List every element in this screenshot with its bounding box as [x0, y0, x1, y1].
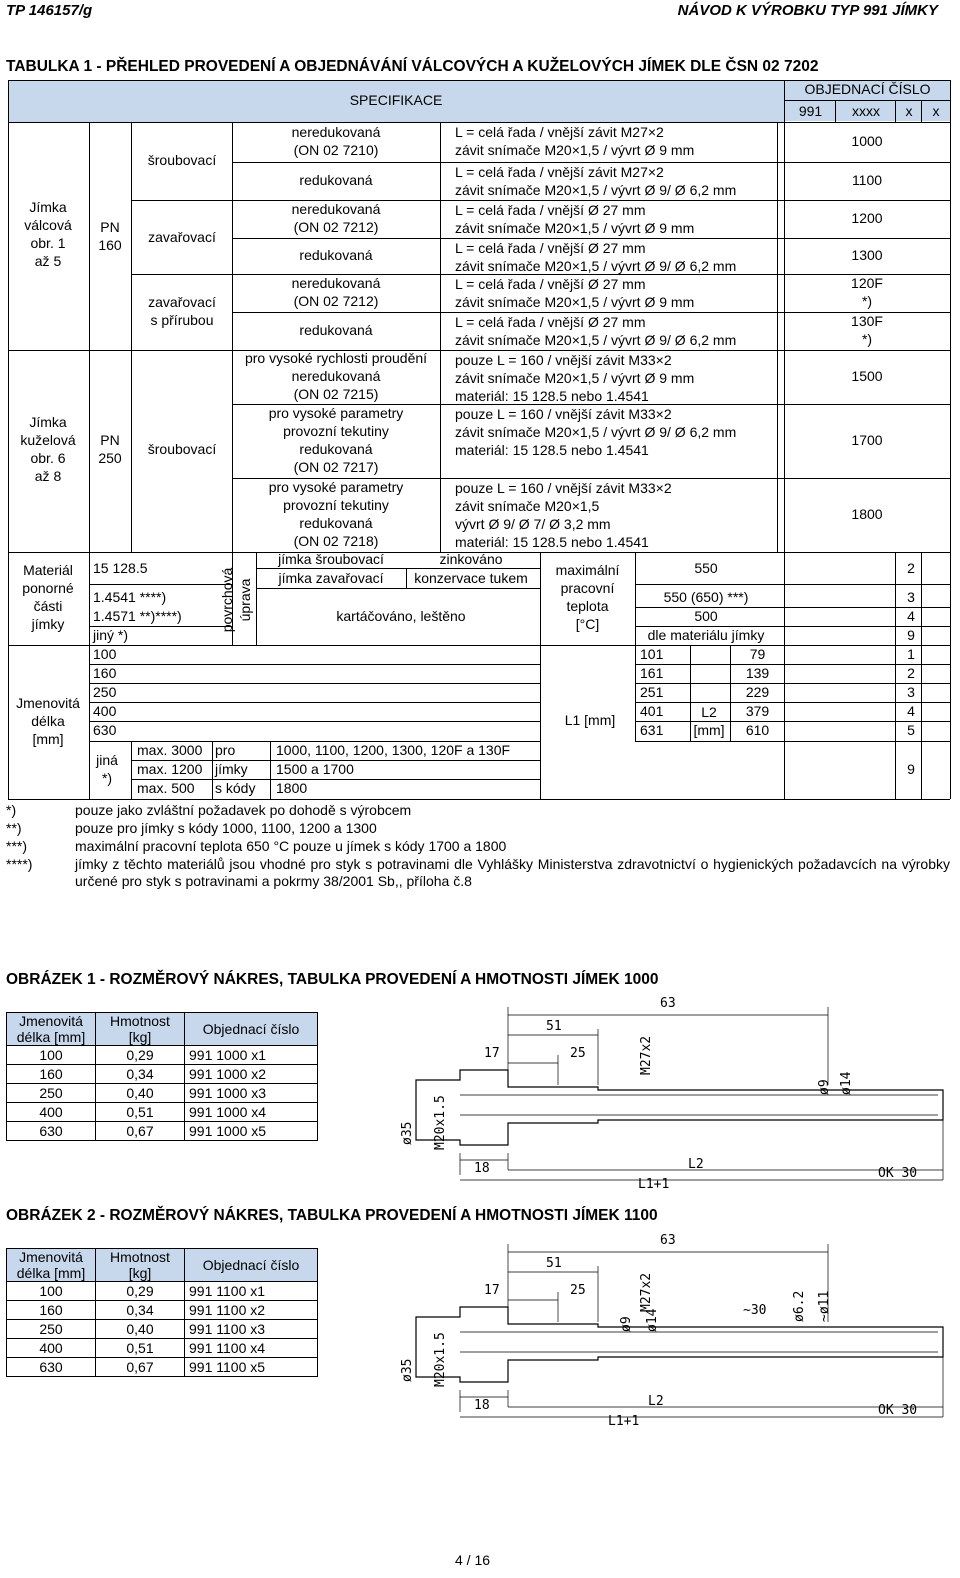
spec-detail: vývrt Ø 9/ Ø 7/ Ø 3,2 mm — [455, 516, 611, 532]
fig2-cell: 991 1100 x1 — [185, 1282, 318, 1301]
fig2-col-length: Jmenovitá délka [mm] — [7, 1249, 96, 1282]
dim-label: 63 — [660, 1233, 676, 1248]
dim-label: 17 — [484, 1046, 500, 1061]
dim-lines-bottom — [460, 1357, 943, 1417]
note-text: pouze pro jímky s kódy 1000, 1100, 1200 a 1300 — [75, 820, 377, 836]
temp-value: dle materiálu jímky — [647, 627, 765, 643]
spec-variant: redukovaná — [299, 322, 373, 338]
fig1-row — [7, 1103, 318, 1122]
spec-variant: provozní tekutiny — [283, 497, 389, 513]
fig1-cell: 991 1000 x4 — [185, 1103, 318, 1122]
page-number: 4 / 16 — [455, 1552, 491, 1568]
spec-detail: materiál: 15 128.5 nebo 1.4541 — [455, 388, 649, 404]
dim-label: M20x1.5 — [433, 1095, 448, 1150]
order-code: 1800 — [851, 506, 883, 522]
spec-detail: L = celá řada / vnější závit M27×2 — [455, 124, 664, 140]
spec-variant: provozní tekutiny — [283, 423, 389, 439]
spec-detail: L = celá řada / vnější Ø 27 mm — [455, 202, 646, 218]
fig2-cell: 0,29 — [96, 1282, 185, 1301]
rule-h — [440, 478, 950, 479]
spec-variant: redukovaná — [299, 515, 373, 531]
other-max: max. 500 — [137, 780, 195, 796]
rule-h — [635, 741, 950, 742]
well-bore — [460, 1332, 938, 1352]
length-code: 4 — [907, 703, 915, 719]
rule-v — [540, 741, 541, 799]
fig2-title: OBRÁZEK 2 - ROZMĚROVÝ NÁKRES, TABULKA PROVEDENÍ A HMOTNOSTI JÍMEK 1100 — [6, 1207, 658, 1224]
spec-variant: pro vysoké rychlosti proudění — [244, 350, 428, 366]
other-label: *) — [101, 770, 113, 786]
dim-label: OK 30 — [878, 1166, 918, 1181]
dim-label: ø9 — [619, 1316, 634, 1332]
type-valcova: válcová — [24, 217, 72, 233]
note-mark: **) — [6, 820, 22, 836]
rule-h — [440, 350, 950, 351]
rule-h — [89, 721, 540, 722]
material-code: 3 — [907, 589, 915, 605]
surface-polished: kartáčováno, leštěno — [336, 608, 466, 624]
spec-detail: závit snímače M20×1,5 / vývrt Ø 9 mm — [455, 294, 695, 310]
type-valcova: až 5 — [34, 253, 62, 269]
spec-variant: (ON 02 7210) — [293, 142, 379, 158]
dim-label: ø35 — [400, 1358, 415, 1382]
fig2-cell: 400 — [7, 1339, 96, 1358]
fig1-cell: 991 1000 x5 — [185, 1122, 318, 1141]
fig2-cell: 0,34 — [96, 1301, 185, 1320]
fig2-row — [7, 1358, 318, 1377]
length-code: 1 — [907, 646, 915, 662]
fig1-cell: 100 — [7, 1046, 96, 1065]
spec-variant: redukovaná — [299, 441, 373, 457]
material-item: 1.4541 ****) — [93, 589, 167, 605]
rule-h — [635, 607, 950, 608]
fig1-cell: 400 — [7, 1103, 96, 1122]
spec-variant: (ON 02 7218) — [293, 533, 379, 549]
material-label: části — [33, 598, 63, 614]
fig1-cell: 250 — [7, 1084, 96, 1103]
material-item: 15 128.5 — [93, 560, 148, 576]
fig1-cell: 630 — [7, 1122, 96, 1141]
rule-v — [895, 100, 896, 122]
fig1-cell: 991 1000 x1 — [185, 1046, 318, 1065]
dim-label: 17 — [484, 1283, 500, 1298]
dim-label: L1+1 — [638, 1177, 670, 1192]
conn-sroub2: šroubovací — [147, 441, 217, 457]
fig2-row — [7, 1301, 318, 1320]
fig1-cell: 0,34 — [96, 1065, 185, 1084]
rule-h — [232, 238, 440, 239]
rule-v — [895, 552, 896, 799]
rule-v — [89, 122, 90, 552]
spec-variant: (ON 02 7215) — [293, 386, 379, 402]
spec-detail: pouze L = 160 / vnější závit M33×2 — [455, 352, 672, 368]
order-code: 130F — [851, 313, 883, 329]
order-header: OBJEDNACÍ ČÍSLO — [804, 81, 931, 97]
l2-value: 79 — [749, 646, 766, 662]
fig1-cell: 0,40 — [96, 1084, 185, 1103]
rule-v — [89, 552, 90, 645]
rule-h — [440, 238, 950, 239]
spec-variant: neredukovaná — [291, 201, 381, 217]
note-text: maximální pracovní teplota 650 °C pouze u jímek s kódy 1700 a 1800 — [75, 838, 507, 854]
type-kuzelova: Jímka — [29, 414, 67, 430]
spec-detail: závit snímače M20×1,5 / vývrt Ø 9 mm — [455, 142, 695, 158]
spec-variant: redukovaná — [299, 172, 373, 188]
rule-h — [8, 799, 950, 800]
material-item: 1.4571 **)****) — [93, 608, 182, 624]
type-valcova: obr. 1 — [30, 235, 66, 251]
rule-v — [131, 122, 132, 552]
fig2-row — [7, 1320, 318, 1339]
spec-detail: L = celá řada / vnější závit M27×2 — [455, 164, 664, 180]
order-code: *) — [861, 293, 873, 309]
fig2-cell: 0,51 — [96, 1339, 185, 1358]
l1-value: 161 — [640, 665, 664, 681]
fig1-cell: 991 1000 x2 — [185, 1065, 318, 1084]
length-value: 160 — [93, 665, 117, 681]
spec-detail: L = celá řada / vnější Ø 27 mm — [455, 276, 646, 292]
order-code: 1000 — [851, 133, 883, 149]
rule-h — [8, 645, 950, 646]
l2-value: 139 — [745, 665, 770, 681]
l2-value: 229 — [745, 684, 770, 700]
material-code: 4 — [907, 608, 915, 624]
rule-v — [921, 552, 922, 799]
rule-h — [256, 588, 540, 589]
order-code: 1700 — [851, 432, 883, 448]
order-code: 1500 — [851, 368, 883, 384]
spec-detail: materiál: 15 128.5 nebo 1.4541 — [455, 534, 649, 550]
dim-label: L1+1 — [608, 1414, 640, 1429]
type-kuzelova: až 8 — [34, 468, 62, 484]
fig2-cell: 630 — [7, 1358, 96, 1377]
spec-detail: pouze L = 160 / vnější závit M33×2 — [455, 480, 672, 496]
dim-label: 18 — [474, 1398, 490, 1413]
dim-label: L2 — [688, 1157, 704, 1172]
fig2-cell: 0,67 — [96, 1358, 185, 1377]
material-label: Materiál — [23, 562, 73, 578]
type-kuzelova: obr. 6 — [30, 450, 66, 466]
length-value: 630 — [93, 722, 117, 738]
fig2-row — [7, 1282, 318, 1301]
fig2-row — [7, 1339, 318, 1358]
dim-label: 25 — [570, 1283, 586, 1298]
spec-detail: L = celá řada / vnější Ø 27 mm — [455, 314, 646, 330]
rule-v — [131, 741, 132, 799]
other-max: max. 3000 — [137, 742, 203, 758]
conn-sroub: šroubovací — [147, 152, 217, 168]
rule-v — [635, 645, 636, 741]
spec-detail: závit snímače M20×1,5 / vývrt Ø 9 mm — [455, 220, 695, 236]
rule-h — [256, 568, 540, 569]
order-sub: x — [932, 103, 940, 119]
rule-v — [835, 100, 836, 122]
well-outline — [416, 1070, 943, 1145]
order-code: 1200 — [851, 210, 883, 226]
order-code: 120F — [851, 275, 883, 291]
rule-h — [784, 100, 950, 101]
dim-label: ~ø11 — [817, 1290, 832, 1322]
l2-label: [mm] — [693, 722, 725, 738]
spec-detail: závit snímače M20×1,5 / vývrt Ø 9 mm — [455, 370, 695, 386]
rule-h — [635, 584, 950, 585]
spec-detail: materiál: 15 128.5 nebo 1.4541 — [455, 442, 649, 458]
dim-label: ø35 — [400, 1121, 415, 1145]
rule-h — [440, 162, 950, 163]
note-mark: *) — [6, 802, 17, 818]
other-codes: 1000, 1100, 1200, 1300, 120F a 130F — [276, 742, 511, 758]
l1-value: 401 — [640, 703, 664, 719]
order-code: *) — [861, 331, 873, 347]
material-label: jímky — [31, 616, 65, 632]
note-mark: ***) — [6, 838, 28, 854]
surface-screw-val: zinkováno — [439, 551, 503, 567]
temp-label: teplota — [566, 598, 609, 614]
fig1-col-mass: Hmotnost [kg] — [96, 1013, 185, 1046]
rule-h — [440, 200, 950, 201]
temp-label: pracovní — [560, 580, 615, 596]
dim-label: M27x2 — [639, 1035, 654, 1075]
temp-value: 550 — [694, 560, 718, 576]
type-kuzelova: kuželová — [20, 432, 76, 448]
other-code: 9 — [907, 761, 915, 777]
spec-detail: závit snímače M20×1,5 / vývrt Ø 9/ Ø 6,2 mm — [455, 424, 737, 440]
rule-h — [440, 404, 950, 405]
spec-variant: (ON 02 7212) — [293, 219, 379, 235]
fig1-cell: 0,29 — [96, 1046, 185, 1065]
fig1-cell: 991 1000 x3 — [185, 1084, 318, 1103]
rule-v — [270, 741, 271, 799]
rule-v — [777, 122, 778, 552]
dim-label: ø14 — [839, 1071, 854, 1095]
dim-label: L2 — [648, 1394, 664, 1409]
spec-detail: závit snímače M20×1,5 — [455, 498, 600, 514]
l1-value: 631 — [640, 722, 664, 738]
rule-h — [89, 626, 232, 627]
note-text: jímky z těchto materiálů jsou vhodné pro styk s potravinami dle Vyhlášky Ministerstva zdravotnictví o hygienických požadavcích na výrobky určené pro styk s potravinami a pokrmy 38/2001 Sb,, příloha č.8 — [75, 856, 950, 889]
order-sub: 991 — [798, 103, 823, 119]
spec-detail: pouze L = 160 / vnější závit M33×2 — [455, 406, 672, 422]
length-label: Jmenovitá — [16, 695, 80, 711]
spec-variant: (ON 02 7212) — [293, 293, 379, 309]
fig1-cell: 0,67 — [96, 1122, 185, 1141]
rule-h — [131, 779, 540, 780]
order-sub: x — [905, 103, 913, 119]
spec-variant: neredukovaná — [291, 368, 381, 384]
table1-title: TABULKA 1 - PŘEHLED PROVEDENÍ A OBJEDNÁVÁNÍ VÁLCOVÝCH A KUŽELOVÝCH JÍMEK DLE ČSN 02 7202 — [6, 58, 819, 75]
spec-variant: neredukovaná — [291, 124, 381, 140]
rule-h — [89, 350, 131, 351]
surface-screw: jímka šroubovací — [278, 551, 384, 567]
fig2-col-mass: Hmotnost [kg] — [96, 1249, 185, 1282]
fig1-row — [7, 1046, 318, 1065]
fig1-row — [7, 1122, 318, 1141]
rule-h — [89, 664, 540, 665]
other-codes: 1800 — [276, 780, 308, 796]
fig1-cell: 160 — [7, 1065, 96, 1084]
length-value: 250 — [93, 684, 117, 700]
fig1-col-length: Jmenovitá délka [mm] — [7, 1013, 96, 1046]
conn-zavar: zavařovací — [148, 229, 216, 245]
l2-label: L2 — [701, 704, 717, 720]
rule-h — [131, 760, 540, 761]
surface-weld-val: konzervace tukem — [414, 570, 528, 586]
length-value: 100 — [93, 646, 117, 662]
fig1-col-order: Objednací číslo — [185, 1013, 318, 1046]
rule-h — [635, 626, 950, 627]
dim-label: ø9 — [817, 1079, 832, 1095]
pn-160: PN — [100, 219, 120, 235]
dim-label: M20x1.5 — [433, 1332, 448, 1387]
material-code: 2 — [907, 560, 915, 576]
temp-value: 550 (650) ***) — [663, 589, 749, 605]
fig1-row — [7, 1065, 318, 1084]
length-label: délka — [31, 713, 65, 729]
dim-label: ø14 — [645, 1308, 660, 1332]
material-item: jiný *) — [93, 627, 129, 643]
dim-label: 25 — [570, 1046, 586, 1061]
rule-h — [89, 702, 540, 703]
length-code: 2 — [907, 665, 915, 681]
fig1-drawing — [398, 985, 948, 1192]
spec-variant: redukovaná — [299, 247, 373, 263]
other-for: jímky — [215, 761, 248, 777]
rule-h — [232, 162, 440, 163]
l1-value: 101 — [640, 646, 664, 662]
temp-label: maximální — [555, 562, 620, 578]
other-for: pro — [215, 742, 236, 758]
other-for: s kódy — [215, 780, 256, 796]
l2-value: 379 — [745, 703, 770, 719]
rule-h — [8, 80, 950, 81]
fig2-cell: 0,40 — [96, 1320, 185, 1339]
rule-h — [8, 122, 950, 123]
other-max: max. 1200 — [137, 761, 203, 777]
dim-label: OK 30 — [878, 1403, 918, 1418]
spec-detail: závit snímače M20×1,5 / vývrt Ø 9/ Ø 6,2 mm — [455, 258, 737, 274]
material-code: 9 — [907, 627, 915, 643]
other-label: jiná — [96, 752, 118, 768]
rule-v — [921, 100, 922, 122]
fig2-col-order: Objednací číslo — [185, 1249, 318, 1282]
length-value: 400 — [93, 703, 117, 719]
rule-h — [131, 200, 232, 201]
doc-code: TP 146157/g — [6, 2, 93, 19]
dim-label: 51 — [546, 1019, 562, 1034]
order-code: 1300 — [851, 247, 883, 263]
dim-label: 18 — [474, 1161, 490, 1176]
other-codes: 1500 a 1700 — [276, 761, 354, 777]
l1-label: L1 [mm] — [564, 712, 616, 728]
order-code: 1100 — [851, 172, 883, 188]
rule-v — [89, 645, 90, 799]
rule-h — [232, 312, 440, 313]
rule-h — [131, 274, 232, 275]
length-label: [mm] — [32, 731, 64, 747]
conn-priruba: s přírubou — [150, 312, 214, 328]
note-text: pouze jako zvláštní požadavek po dohodě s výrobcem — [75, 802, 412, 818]
dim-label: ~30 — [743, 1303, 767, 1318]
fig2-cell: 100 — [7, 1282, 96, 1301]
fig2-table — [6, 1248, 318, 1377]
fig2-cell: 991 1100 x3 — [185, 1320, 318, 1339]
fig1-title: OBRÁZEK 1 - ROZMĚROVÝ NÁKRES, TABULKA PROVEDENÍ A HMOTNOSTI JÍMEK 1000 — [6, 971, 659, 988]
fig2-cell: 991 1100 x4 — [185, 1339, 318, 1358]
pn-250: 250 — [98, 450, 122, 466]
fig2-drawing — [398, 1222, 948, 1429]
fig2-cell: 991 1100 x2 — [185, 1301, 318, 1320]
well-outline — [416, 1307, 943, 1382]
l1-value: 251 — [640, 684, 664, 700]
spec-detail: závit snímače M20×1,5 / vývrt Ø 9/ Ø 6,2 mm — [455, 332, 737, 348]
length-code: 5 — [907, 722, 915, 738]
spec-variant: (ON 02 7217) — [293, 459, 379, 475]
rule-v — [950, 80, 951, 799]
spec-detail: závit snímače M20×1,5 / vývrt Ø 9/ Ø 6,2 mm — [455, 182, 737, 198]
note-mark: ****) — [6, 856, 33, 872]
l2-value: 610 — [745, 722, 770, 738]
well-bore — [460, 1095, 938, 1115]
rule-h — [89, 683, 540, 684]
spec-header: SPECIFIKACE — [349, 92, 443, 108]
fig2-cell: 250 — [7, 1320, 96, 1339]
pn-250: PN — [100, 432, 120, 448]
type-valcova: Jímka — [29, 199, 67, 215]
fig2-cell: 991 1100 x5 — [185, 1358, 318, 1377]
pn-160: 160 — [98, 237, 122, 253]
dim-label: ø6.2 — [792, 1290, 807, 1322]
fig1-row — [7, 1084, 318, 1103]
rule-v — [406, 568, 407, 588]
surface-label: povrchová úprava — [219, 567, 253, 633]
spec-variant: pro vysoké parametry — [268, 479, 404, 495]
spec-variant: pro vysoké parametry — [268, 405, 404, 421]
material-label: ponorné — [22, 580, 74, 596]
dim-label: 63 — [660, 996, 676, 1011]
rule-v — [540, 645, 541, 741]
rule-v — [212, 741, 213, 799]
surface-weld: jímka zavařovací — [278, 570, 384, 586]
order-sub: xxxx — [852, 103, 880, 119]
temp-label: [°C] — [575, 616, 600, 632]
fig1-cell: 0,51 — [96, 1103, 185, 1122]
fig1-table — [6, 1012, 318, 1141]
temp-value: 500 — [694, 608, 718, 624]
doc-title: NÁVOD K VÝROBKU TYP 991 JÍMKY — [677, 2, 938, 19]
fig2-cell: 160 — [7, 1301, 96, 1320]
conn-priruba: zavařovací — [148, 294, 216, 310]
rule-v — [440, 122, 441, 552]
spec-variant: neredukovaná — [291, 275, 381, 291]
dim-label: M27x2 — [639, 1272, 654, 1312]
dim-label: 51 — [546, 1256, 562, 1271]
rule-h — [89, 584, 232, 585]
spec-detail: L = celá řada / vnější Ø 27 mm — [455, 240, 646, 256]
length-code: 3 — [907, 684, 915, 700]
